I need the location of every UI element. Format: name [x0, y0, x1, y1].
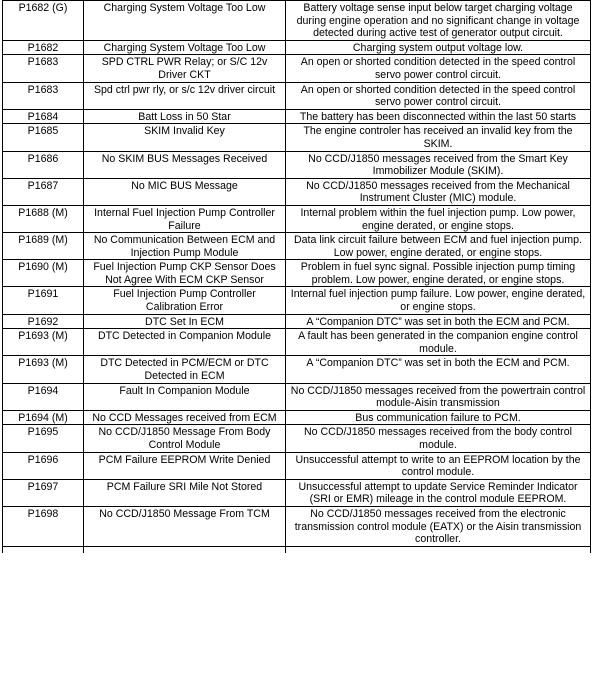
dtc-code: P1689 (M): [3, 233, 84, 260]
dtc-description: Charging System Voltage Too Low: [84, 1, 286, 41]
dtc-condition: Internal problem within the fuel injection pump. Low power, engine derated, or engine stops.: [286, 205, 591, 232]
table-cell-empty: [84, 546, 286, 553]
table-row: [3, 124, 591, 151]
table-row: [3, 329, 591, 356]
table-row: [3, 40, 591, 55]
dtc-condition: A fault has been generated in the companion engine control module.: [286, 329, 591, 356]
table-row: [3, 55, 591, 82]
dtc-code: P1694 (M): [3, 410, 84, 425]
dtc-condition: Data link circuit failure between ECM and fuel injection pump. Low power, engine derated, or engine stops.: [286, 233, 591, 260]
dtc-code: P1683: [3, 55, 84, 82]
dtc-code: P1695: [3, 425, 84, 452]
table-row: [3, 410, 591, 425]
table-row: [3, 151, 591, 178]
dtc-code: P1693 (M): [3, 356, 84, 383]
dtc-description: DTC Detected in Companion Module: [84, 329, 286, 356]
dtc-condition: Unsuccessful attempt to update Service Reminder Indicator (SRI or EMR) mileage in the control module EEPROM.: [286, 479, 591, 506]
dtc-description: PCM Failure EEPROM Write Denied: [84, 452, 286, 479]
table-row: [3, 506, 591, 546]
dtc-description: No Communication Between ECM and Injection Pump Module: [84, 233, 286, 260]
table-row: [3, 205, 591, 232]
table-row: [3, 178, 591, 205]
dtc-description: SPD CTRL PWR Relay; or S/C 12v Driver CKT: [84, 55, 286, 82]
dtc-description: Spd ctrl pwr rly, or s/c 12v driver circuit: [84, 82, 286, 109]
dtc-description: SKIM Invalid Key: [84, 124, 286, 151]
dtc-description: Internal Fuel Injection Pump Controller Failure: [84, 205, 286, 232]
dtc-code: P1696: [3, 452, 84, 479]
dtc-condition: An open or shorted condition detected in the speed control servo power control circuit.: [286, 82, 591, 109]
dtc-description: Charging System Voltage Too Low: [84, 40, 286, 55]
table-row: [3, 479, 591, 506]
dtc-code: P1686: [3, 151, 84, 178]
dtc-description: Fuel Injection Pump CKP Sensor Does Not Agree With ECM CKP Sensor: [84, 260, 286, 287]
dtc-condition: Internal fuel injection pump failure. Low power, engine derated, or engine stops.: [286, 287, 591, 314]
dtc-condition: Battery voltage sense input below target charging voltage during engine operation and no significant change in voltage detected during active test of generator output circuit.: [286, 1, 591, 41]
dtc-condition: No CCD/J1850 messages received from the Smart Key Immobilizer Module (SKIM).: [286, 151, 591, 178]
dtc-table: [2, 0, 591, 553]
dtc-code: P1687: [3, 178, 84, 205]
table-cell-empty: [286, 546, 591, 553]
dtc-condition: No CCD/J1850 messages received from the Mechanical Instrument Cluster (MIC) module.: [286, 178, 591, 205]
table-row: [3, 452, 591, 479]
dtc-description: No CCD Messages received from ECM: [84, 410, 286, 425]
dtc-description: Fuel Injection Pump Controller Calibration Error: [84, 287, 286, 314]
dtc-table-body: [3, 1, 591, 553]
table-row: [3, 425, 591, 452]
table-row: [3, 383, 591, 410]
table-row: [3, 109, 591, 124]
table-row: [3, 356, 591, 383]
dtc-code: P1693 (M): [3, 329, 84, 356]
dtc-code: P1691: [3, 287, 84, 314]
dtc-condition: Problem in fuel sync signal. Possible injection pump timing problem. Low power, engine derated, or engine stops.: [286, 260, 591, 287]
dtc-condition: No CCD/J1850 messages received from the body control module.: [286, 425, 591, 452]
dtc-condition: The battery has been disconnected within the last 50 starts: [286, 109, 591, 124]
dtc-code: P1684: [3, 109, 84, 124]
dtc-code: P1698: [3, 506, 84, 546]
dtc-code: P1697: [3, 479, 84, 506]
dtc-code: P1690 (M): [3, 260, 84, 287]
dtc-code: P1682: [3, 40, 84, 55]
dtc-code: P1683: [3, 82, 84, 109]
table-row: [3, 233, 591, 260]
table-row: [3, 82, 591, 109]
dtc-description: No SKIM BUS Messages Received: [84, 151, 286, 178]
dtc-code: P1688 (M): [3, 205, 84, 232]
dtc-description: No MIC BUS Message: [84, 178, 286, 205]
dtc-condition: The engine controler has received an invalid key from the SKIM.: [286, 124, 591, 151]
dtc-condition: Bus communication failure to PCM.: [286, 410, 591, 425]
dtc-condition: Charging system output voltage low.: [286, 40, 591, 55]
table-row: [3, 260, 591, 287]
dtc-description: Batt Loss in 50 Star: [84, 109, 286, 124]
table-cell-empty: [3, 546, 84, 553]
dtc-description: DTC Detected in PCM/ECM or DTC Detected in ECM: [84, 356, 286, 383]
dtc-code: P1682 (G): [3, 1, 84, 41]
table-row: [3, 1, 591, 41]
dtc-description: DTC Set In ECM: [84, 314, 286, 329]
dtc-description: Fault In Companion Module: [84, 383, 286, 410]
dtc-code: P1685: [3, 124, 84, 151]
dtc-condition: A “Companion DTC” was set in both the ECM and PCM.: [286, 356, 591, 383]
dtc-code: P1692: [3, 314, 84, 329]
dtc-condition: Unsuccessful attempt to write to an EEPROM location by the control module.: [286, 452, 591, 479]
dtc-description: No CCD/J1850 Message From Body Control Module: [84, 425, 286, 452]
table-continuation-row: [3, 546, 591, 553]
dtc-code: P1694: [3, 383, 84, 410]
dtc-condition: No CCD/J1850 messages received from the electronic transmission control module (EATX) or the Aisin transmission controller.: [286, 506, 591, 546]
table-row: [3, 314, 591, 329]
dtc-condition: A “Companion DTC” was set in both the ECM and PCM.: [286, 314, 591, 329]
dtc-condition: No CCD/J1850 messages received from the powertrain control module-Aisin transmission: [286, 383, 591, 410]
dtc-description: No CCD/J1850 Message From TCM: [84, 506, 286, 546]
dtc-condition: An open or shorted condition detected in the speed control servo power control circuit.: [286, 55, 591, 82]
dtc-description: PCM Failure SRI Mile Not Stored: [84, 479, 286, 506]
table-row: [3, 287, 591, 314]
